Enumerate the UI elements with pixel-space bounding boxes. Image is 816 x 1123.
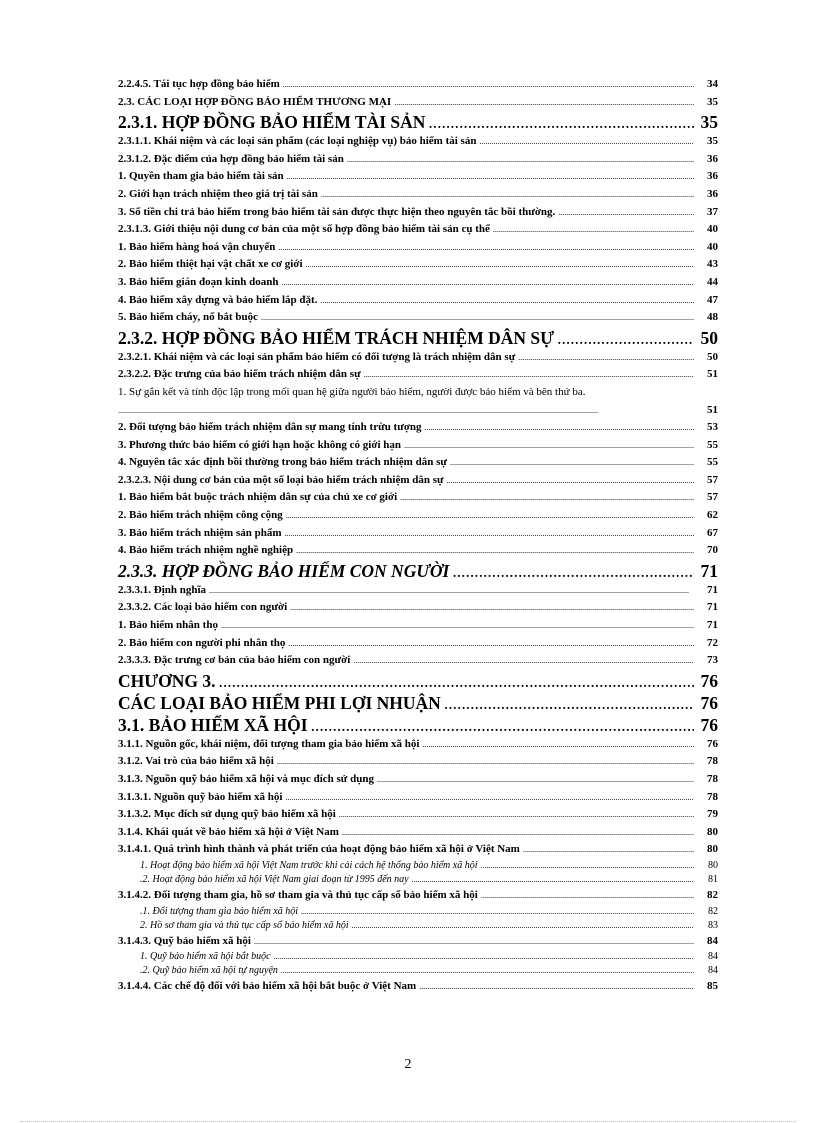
toc-entry-title: 3. Bảo hiểm trách nhiệm sản phẩm: [118, 526, 282, 539]
toc-entry-page: 84: [708, 951, 718, 963]
toc-entry[interactable]: [118, 507, 718, 525]
toc-entry[interactable]: [118, 256, 718, 274]
dot-leader: [290, 599, 694, 617]
toc-entry-page: 80: [707, 825, 718, 838]
dot-leader: [339, 806, 694, 824]
dot-leader: [518, 349, 694, 367]
toc-entry-page: 57: [707, 491, 718, 504]
toc-entry-page: 80: [707, 843, 718, 856]
toc-entry-title: 2. Đối tượng bảo hiểm trách nhiệm dân sự mang tính trừu tượng: [118, 421, 422, 434]
toc-entry-title: 3.1.4.3. Quỹ bảo hiểm xã hội: [118, 934, 251, 947]
toc-entry-page: 71: [707, 601, 718, 614]
toc-entry-title: 4. Bảo hiểm xây dựng và bảo hiểm lắp đặt.: [118, 293, 318, 306]
toc-entry[interactable]: [118, 309, 718, 327]
toc-entry-title: 3.1.1. Nguồn gốc, khái niệm, đối tượng tham gia bảo hiểm xã hội: [118, 737, 420, 750]
toc-entry[interactable]: [118, 168, 718, 186]
toc-entry-page: 44: [707, 275, 718, 288]
toc-entry-title: 2. Bảo hiểm con người phi nhân thọ: [118, 636, 286, 649]
dot-leader: [254, 933, 694, 951]
toc-entry-continuation[interactable]: [118, 402, 718, 420]
toc-entry-page: 80: [708, 859, 718, 871]
dot-leader: [450, 454, 694, 472]
toc-entry-title: 4. Nguyên tắc xác định bồi thường trong bảo hiểm trách nhiệm dân sự: [118, 456, 447, 469]
toc-entry-page: 67: [707, 526, 718, 539]
toc-entry-page: 76: [700, 714, 718, 735]
toc-entry-page: 36: [707, 187, 718, 200]
toc-entry-page: 53: [707, 421, 718, 434]
table-of-contents: [118, 76, 718, 996]
toc-entry-page: 84: [708, 965, 718, 977]
toc-entry-title: .2. Quỹ bảo hiểm xã hội tự nguyện: [140, 965, 278, 977]
toc-entry-page: 37: [707, 205, 718, 218]
toc-entry-page: 83: [708, 919, 718, 931]
toc-entry-page: 76: [707, 737, 718, 750]
toc-entry[interactable]: [118, 964, 718, 978]
toc-entry-title: CÁC LOẠI BẢO HIỂM PHI LỢI NHUẬN: [118, 692, 441, 713]
dot-leader: [558, 204, 694, 222]
toc-entry-title: 2.3.3.2. Các loại bảo hiểm con người: [118, 601, 288, 614]
toc-entry-page: 76: [700, 692, 718, 713]
dot-leader: [209, 582, 694, 600]
toc-entry[interactable]: [118, 186, 718, 204]
toc-entry-title: 3.1.3.2. Mục đích sử dụng quỹ bảo hiểm xã hội: [118, 808, 336, 821]
page-number: 2: [404, 1057, 412, 1072]
toc-entry-title: 3.1.3. Nguồn quỹ bảo hiểm xã hội và mục đích sử dụng: [118, 773, 374, 785]
toc-entry[interactable]: [118, 714, 718, 736]
dot-leader: [481, 887, 694, 905]
toc-entry-title: 3.1.2. Vai trò của bảo hiểm xã hội: [118, 755, 274, 768]
dot-leader: [557, 327, 694, 349]
toc-entry[interactable]: [118, 736, 718, 754]
toc-entry[interactable]: [118, 327, 718, 349]
dot-leader: [286, 507, 694, 525]
toc-entry[interactable]: [118, 366, 718, 384]
toc-entry-title: 2. Bảo hiểm trách nhiệm công cộng: [118, 509, 283, 522]
dot-leader: [452, 560, 694, 582]
dot-leader: [288, 635, 694, 653]
toc-entry-page: 48: [707, 311, 718, 324]
toc-entry-page: 57: [707, 473, 718, 486]
dot-leader: [425, 419, 694, 437]
dot-leader: [523, 841, 694, 859]
toc-entry-page: 40: [707, 223, 718, 236]
toc-entry-page: 50: [707, 350, 718, 363]
toc-entry-title: .1. Đối tượng tham gia bảo hiểm xã hội: [140, 905, 299, 917]
dot-leader: [444, 692, 694, 714]
toc-entry-title: 1. Bảo hiểm nhân thọ: [118, 619, 218, 632]
dot-leader: [404, 437, 694, 455]
dot-leader: [301, 905, 694, 919]
toc-entry-page: 78: [707, 773, 718, 785]
toc-entry[interactable]: [118, 789, 718, 807]
dot-leader: [422, 736, 694, 754]
toc-entry-page: 71: [707, 619, 718, 632]
toc-entry-title: 2.3.1. HỢP ĐỒNG BẢO HIỂM TÀI SẢN: [118, 112, 426, 133]
toc-entry[interactable]: [118, 887, 718, 905]
dot-leader: [274, 950, 694, 964]
toc-entry-page: 35: [707, 95, 718, 108]
toc-entry-title: 2.3. CÁC LOẠI HỢP ĐỒNG BẢO HIỂM THƯƠNG MẠI: [118, 95, 392, 108]
toc-entry[interactable]: [118, 859, 718, 873]
toc-entry-page: 76: [700, 670, 718, 691]
toc-entry[interactable]: [118, 274, 718, 292]
toc-entry[interactable]: [118, 771, 718, 789]
toc-entry-title: CHƯƠNG 3.: [118, 670, 216, 691]
toc-entry[interactable]: [118, 933, 718, 951]
toc-entry-title: 2.3.1.1. Khái niệm và các loại sản phẩm (các loại nghiệp vụ) bảo hiểm tài sản: [118, 135, 477, 148]
dot-leader: [219, 670, 694, 692]
toc-entry[interactable]: [118, 111, 718, 133]
toc-entry-page: 78: [707, 755, 718, 768]
toc-entry[interactable]: [118, 824, 718, 842]
toc-entry-page: 71: [707, 583, 718, 596]
toc-entry-page: 70: [707, 544, 718, 557]
toc-entry-page: 62: [707, 509, 718, 522]
dot-leader: [311, 714, 694, 736]
dot-leader: [261, 309, 694, 327]
toc-entry[interactable]: [118, 133, 718, 151]
toc-entry-page: 78: [707, 790, 718, 803]
toc-entry-title: 3.1. BẢO HIỂM XÃ HỘI: [118, 714, 308, 735]
toc-entry[interactable]: [118, 670, 718, 692]
toc-entry-title: 3. Bảo hiểm gián đoạn kinh doanh: [118, 275, 279, 288]
dot-leader: [447, 472, 694, 490]
toc-entry[interactable]: [118, 692, 718, 714]
dot-leader: [479, 133, 694, 151]
dot-leader: [400, 489, 694, 507]
toc-entry-page: 82: [708, 905, 718, 917]
dot-leader: [347, 151, 694, 169]
dot-leader: [287, 168, 694, 186]
dot-leader: [285, 525, 695, 543]
toc-entry-title: 1. Bảo hiểm hàng hoá vận chuyển: [118, 240, 276, 253]
toc-entry[interactable]: [118, 292, 718, 310]
dot-leader: [394, 94, 694, 112]
dot-leader: [364, 366, 694, 384]
toc-entry-title: 2. Bảo hiểm thiệt hại vật chất xe cơ giới: [118, 258, 303, 271]
toc-entry-page: 35: [707, 135, 718, 148]
toc-entry-page: 81: [708, 873, 718, 885]
toc-entry[interactable]: [118, 919, 718, 933]
toc-entry[interactable]: [118, 652, 718, 670]
toc-entry[interactable]: [118, 239, 718, 257]
toc-entry-title: 2. Hồ sơ tham gia và thủ tục cấp sổ bảo hiểm xã hội: [140, 919, 349, 931]
toc-entry-title: 2.3.3. HỢP ĐỒNG BẢO HIỂM CON NGƯỜI: [118, 560, 450, 581]
dot-leader: [493, 221, 694, 239]
toc-entry-title: 1. Bảo hiểm bắt buộc trách nhiệm dân sự của chủ xe cơ giới: [118, 491, 398, 504]
dot-leader: [278, 239, 694, 257]
toc-entry-page: 71: [700, 560, 718, 581]
dot-leader: [320, 292, 694, 310]
toc-entry[interactable]: [118, 542, 718, 560]
dot-leader: [342, 824, 694, 842]
toc-entry[interactable]: [118, 489, 718, 507]
toc-entry[interactable]: [118, 151, 718, 169]
dot-leader: [377, 771, 694, 789]
toc-entry[interactable]: [118, 94, 718, 112]
toc-entry-title: 2.3.2.1. Khái niệm và các loại sản phẩm bảo hiểm có đối tượng là trách nhiệm dân sự: [118, 350, 516, 363]
toc-entry[interactable]: [118, 582, 718, 600]
toc-entry-title: 2.3.1.2. Đặc điểm của hợp đồng bảo hiểm tài sản: [118, 152, 344, 165]
dot-leader: [306, 256, 695, 274]
toc-entry-title: 1. Hoạt động bảo hiểm xã hội Việt Nam trước khi cải cách hệ thống bảo hiểm xã hội: [140, 859, 478, 871]
dot-leader: [296, 542, 694, 560]
toc-entry-title: 4. Bảo hiểm trách nhiệm nghề nghiệp: [118, 544, 294, 557]
dot-leader: [281, 274, 694, 292]
toc-entry-title: 2.3.2.3. Nội dung cơ bản của một số loại bảo hiểm trách nhiệm dân sự: [118, 473, 444, 486]
toc-entry[interactable]: [118, 617, 718, 635]
toc-entry-page: 50: [700, 327, 718, 348]
dot-leader: [283, 76, 694, 94]
toc-entry-page: 40: [707, 240, 718, 253]
toc-entry-page: 34: [707, 78, 718, 90]
toc-entry-title: 3.1.4. Khái quát về bảo hiểm xã hội ở Việt Nam: [118, 825, 339, 838]
toc-entry[interactable]: [118, 472, 718, 490]
toc-entry[interactable]: [118, 635, 718, 653]
toc-entry[interactable]: [118, 525, 718, 543]
page-bottom-rule: [20, 1121, 796, 1122]
toc-entry[interactable]: [118, 419, 718, 437]
toc-entry[interactable]: [118, 454, 718, 472]
toc-entry-title: 3.1.4.1. Quá trình hình thành và phát triển của hoạt động bảo hiểm xã hội ở Việt Nam: [118, 843, 520, 856]
dot-leader: [352, 919, 694, 933]
toc-entry-page: 51: [707, 403, 718, 416]
toc-entry-title: 2.3.1.3. Giới thiệu nội dung cơ bản của một số hợp đồng bảo hiểm tài sản cụ thể: [118, 223, 490, 236]
toc-entry-title: 3. Số tiền chi trả bảo hiểm trong bảo hiểm tài sản được thực hiện theo nguyên tắc bồi thường.: [118, 205, 556, 218]
toc-entry[interactable]: [118, 873, 718, 887]
toc-entry[interactable]: [118, 599, 718, 617]
toc-entry-page: 36: [707, 152, 718, 165]
dot-leader: [321, 186, 694, 204]
toc-entry-title: 5. Bảo hiểm cháy, nổ bắt buộc: [118, 311, 258, 324]
toc-entry-page: 55: [707, 456, 718, 469]
toc-entry-title: 1. Sự gắn kết và tính độc lập trong mối quan hệ giữa người bảo hiểm, người được bảo hiểm và bên thứ ba.: [118, 385, 586, 398]
toc-entry-page: 36: [707, 170, 718, 183]
toc-entry-title: 2.3.2. HỢP ĐỒNG BẢO HIỂM TRÁCH NHIỆM DÂN SỰ: [118, 327, 555, 348]
dot-leader: [118, 402, 694, 420]
toc-entry-title: 2.3.3.3. Đặc trưng cơ bản của bảo hiểm con người: [118, 654, 351, 667]
toc-entry-page: 72: [707, 636, 718, 649]
dot-leader: [277, 753, 694, 771]
toc-entry-title: 3. Phương thức bảo hiểm có giới hạn hoặc không có giới hạn: [118, 438, 401, 451]
dot-leader: [281, 964, 694, 978]
dot-leader: [353, 652, 694, 670]
toc-entry[interactable]: [118, 221, 718, 239]
toc-entry-page: 35: [700, 112, 718, 133]
toc-entry-title: 1. Quyền tham gia bảo hiểm tài sản: [118, 170, 284, 183]
toc-entry-title: 2.2.4.5. Tái tục hợp đồng bảo hiểm: [118, 78, 280, 90]
toc-entry-title: 2.3.2.2. Đặc trưng của bảo hiểm trách nhiệm dân sự: [118, 368, 361, 381]
toc-entry-page: 43: [707, 258, 718, 271]
toc-entry[interactable]: [118, 841, 718, 859]
toc-entry-page: 73: [707, 654, 718, 667]
dot-leader: [481, 859, 695, 873]
toc-entry-title: 3.1.4.4. Các chế độ đối với bảo hiểm xã hội bắt buộc ở Việt Nam: [118, 980, 417, 993]
toc-entry[interactable]: [118, 905, 718, 919]
toc-entry-page: 84: [707, 934, 718, 947]
toc-entry-page: 85: [707, 980, 718, 993]
toc-entry[interactable]: [118, 76, 718, 94]
toc-entry[interactable]: [118, 384, 718, 402]
toc-entry[interactable]: [118, 978, 718, 996]
toc-entry-title: .2. Hoạt động bảo hiểm xã hội Việt Nam giai đoạn từ 1995 đến nay: [140, 873, 409, 885]
toc-entry[interactable]: [118, 437, 718, 455]
toc-entry[interactable]: [118, 753, 718, 771]
dot-leader: [419, 978, 694, 996]
toc-entry[interactable]: [118, 349, 718, 367]
toc-entry-page: 79: [707, 808, 718, 821]
dot-leader: [412, 873, 694, 887]
dot-leader: [221, 617, 694, 635]
toc-entry-title: 3.1.4.2. Đối tượng tham gia, hồ sơ tham gia và thủ tục cấp sổ bảo hiểm xã hội: [118, 888, 478, 901]
dot-leader: [428, 111, 694, 133]
toc-entry-page: 55: [707, 438, 718, 451]
toc-entry[interactable]: [118, 950, 718, 964]
dot-leader: [285, 789, 694, 807]
toc-entry-title: 1. Quỹ bảo hiểm xã hội bắt buộc: [140, 951, 271, 963]
toc-entry[interactable]: [118, 560, 718, 582]
toc-entry[interactable]: [118, 806, 718, 824]
toc-entry-page: 47: [707, 293, 718, 306]
toc-entry-title: 2.3.3.1. Định nghĩa: [118, 583, 207, 596]
toc-entry[interactable]: [118, 204, 718, 222]
toc-entry-title: 3.1.3.1. Nguồn quỹ bảo hiểm xã hội: [118, 790, 283, 803]
toc-entry-title: 2. Giới hạn trách nhiệm theo giá trị tài sản: [118, 187, 318, 200]
toc-entry-page: 51: [707, 368, 718, 381]
toc-entry-page: 82: [707, 888, 718, 901]
